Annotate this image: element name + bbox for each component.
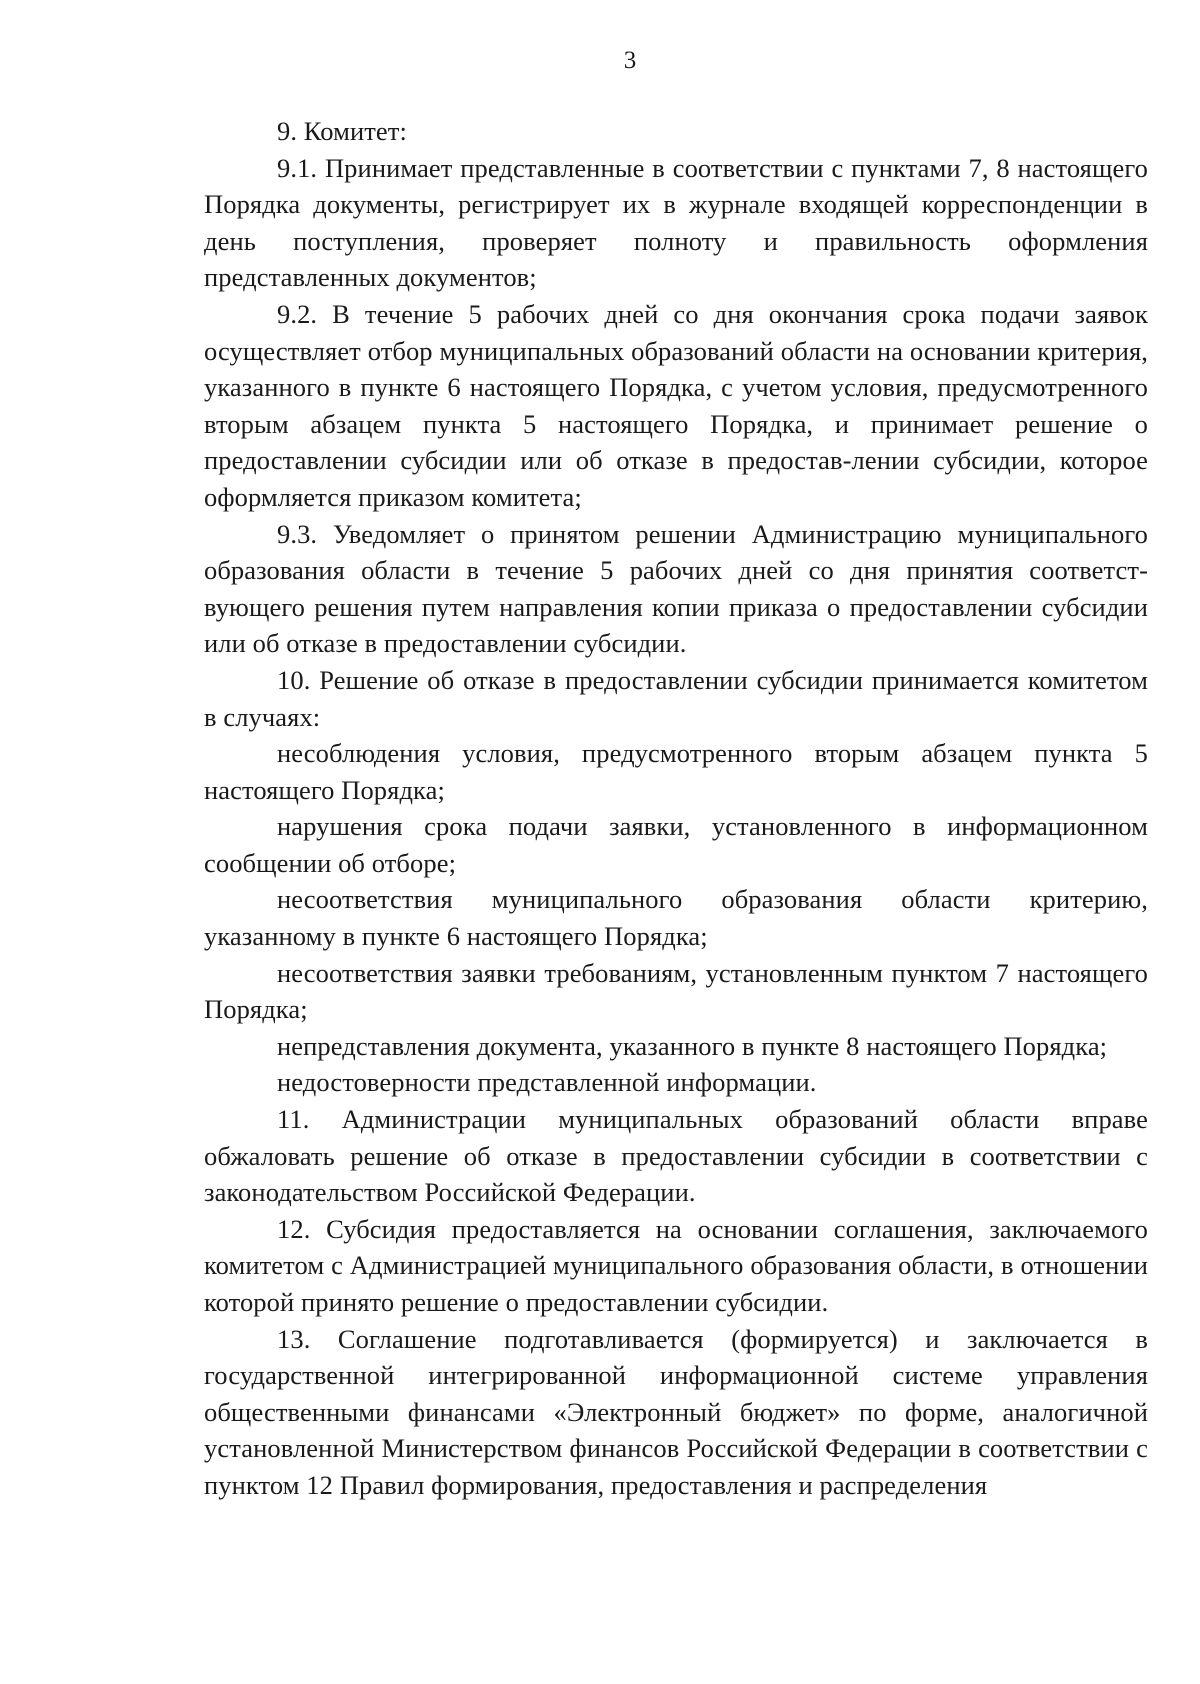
list-item-criterion: несоответствия муниципального образования области критерию, указанному в пункте 6 настоящего Порядка; [204, 884, 1148, 952]
paragraph-11: 11. Администрации муниципальных образований области вправе обжаловать решение об отказе в предоставлении субсидии в соответствии с законодательством Российской Федерации. [204, 1104, 1148, 1208]
paragraph-13: 13. Соглашение подготавливается (формируется) и заключается в государственной интегрированной информационной системе управления общественными финансами «Электронный бюджет» по форме, аналогичной установленной Министерством финансов Российской Федерации в соответствии с пунктом 12 Правил формирования, предоставления и распределения [204, 1323, 1148, 1500]
paragraph-12: 12. Субсидия предоставляется на основании соглашения, заключаемого комитетом с Администрацией муниципального образования области, в отношении которой принято решение о предоставлении субсидии. [204, 1213, 1148, 1317]
document-body [204, 113, 1148, 1504]
paragraph-9-1: 9.1. Принимает представленные в соответствии с пунктами 7, 8 настоящего Порядка документы, регистрирует их в журнале входящей корреспонденции в день поступления, проверяет полноту и правильность оформления представленных документов; [204, 152, 1148, 293]
list-item-document: непредставления документа, указанного в пункте 8 настоящего Порядка; [277, 1030, 1108, 1061]
paragraph-10: 10. Решение об отказе в предоставлении субсидии принимается комитетом в случаях: [204, 664, 1148, 732]
page-number: 3 [623, 47, 637, 74]
list-item-requirements: несоответствия заявки требованиям, установленным пунктом 7 настоящего Порядка; [204, 957, 1148, 1025]
list-item-information: недостоверности представленной информации. [277, 1067, 817, 1098]
list-item-deadline: нарушения срока подачи заявки, установленного в информационном сообщении об отборе; [204, 811, 1148, 878]
list-item-condition: несоблюдения условия, предусмотренного вторым абзацем пункта 5 настоящего Порядка; [204, 738, 1148, 805]
paragraph-9: 9. Комитет: [277, 116, 407, 146]
paragraph-9-2: 9.2. В течение 5 рабочих дней со дня окончания срока подачи заявок осуществляет отбор муниципальных образований области на основании критерия, указанного в пункте 6 настоящего Порядка, с учетом условия, предусмотренного вторым абзацем пункта 5 настоящего Порядка, и принимает решение о предоставлении субсидии или об отказе в предостав-лении субсидии, которое оформляется приказом комитета; [204, 298, 1148, 512]
paragraph-9-3: 9.3. Уведомляет о принятом решении Администрацию муниципального образования области в течение 5 рабочих дней со дня принятия соответст-вующего решения путем направления копии приказа о предоставлении субсидии или об отказе в предоставлении субсидии. [204, 518, 1148, 659]
